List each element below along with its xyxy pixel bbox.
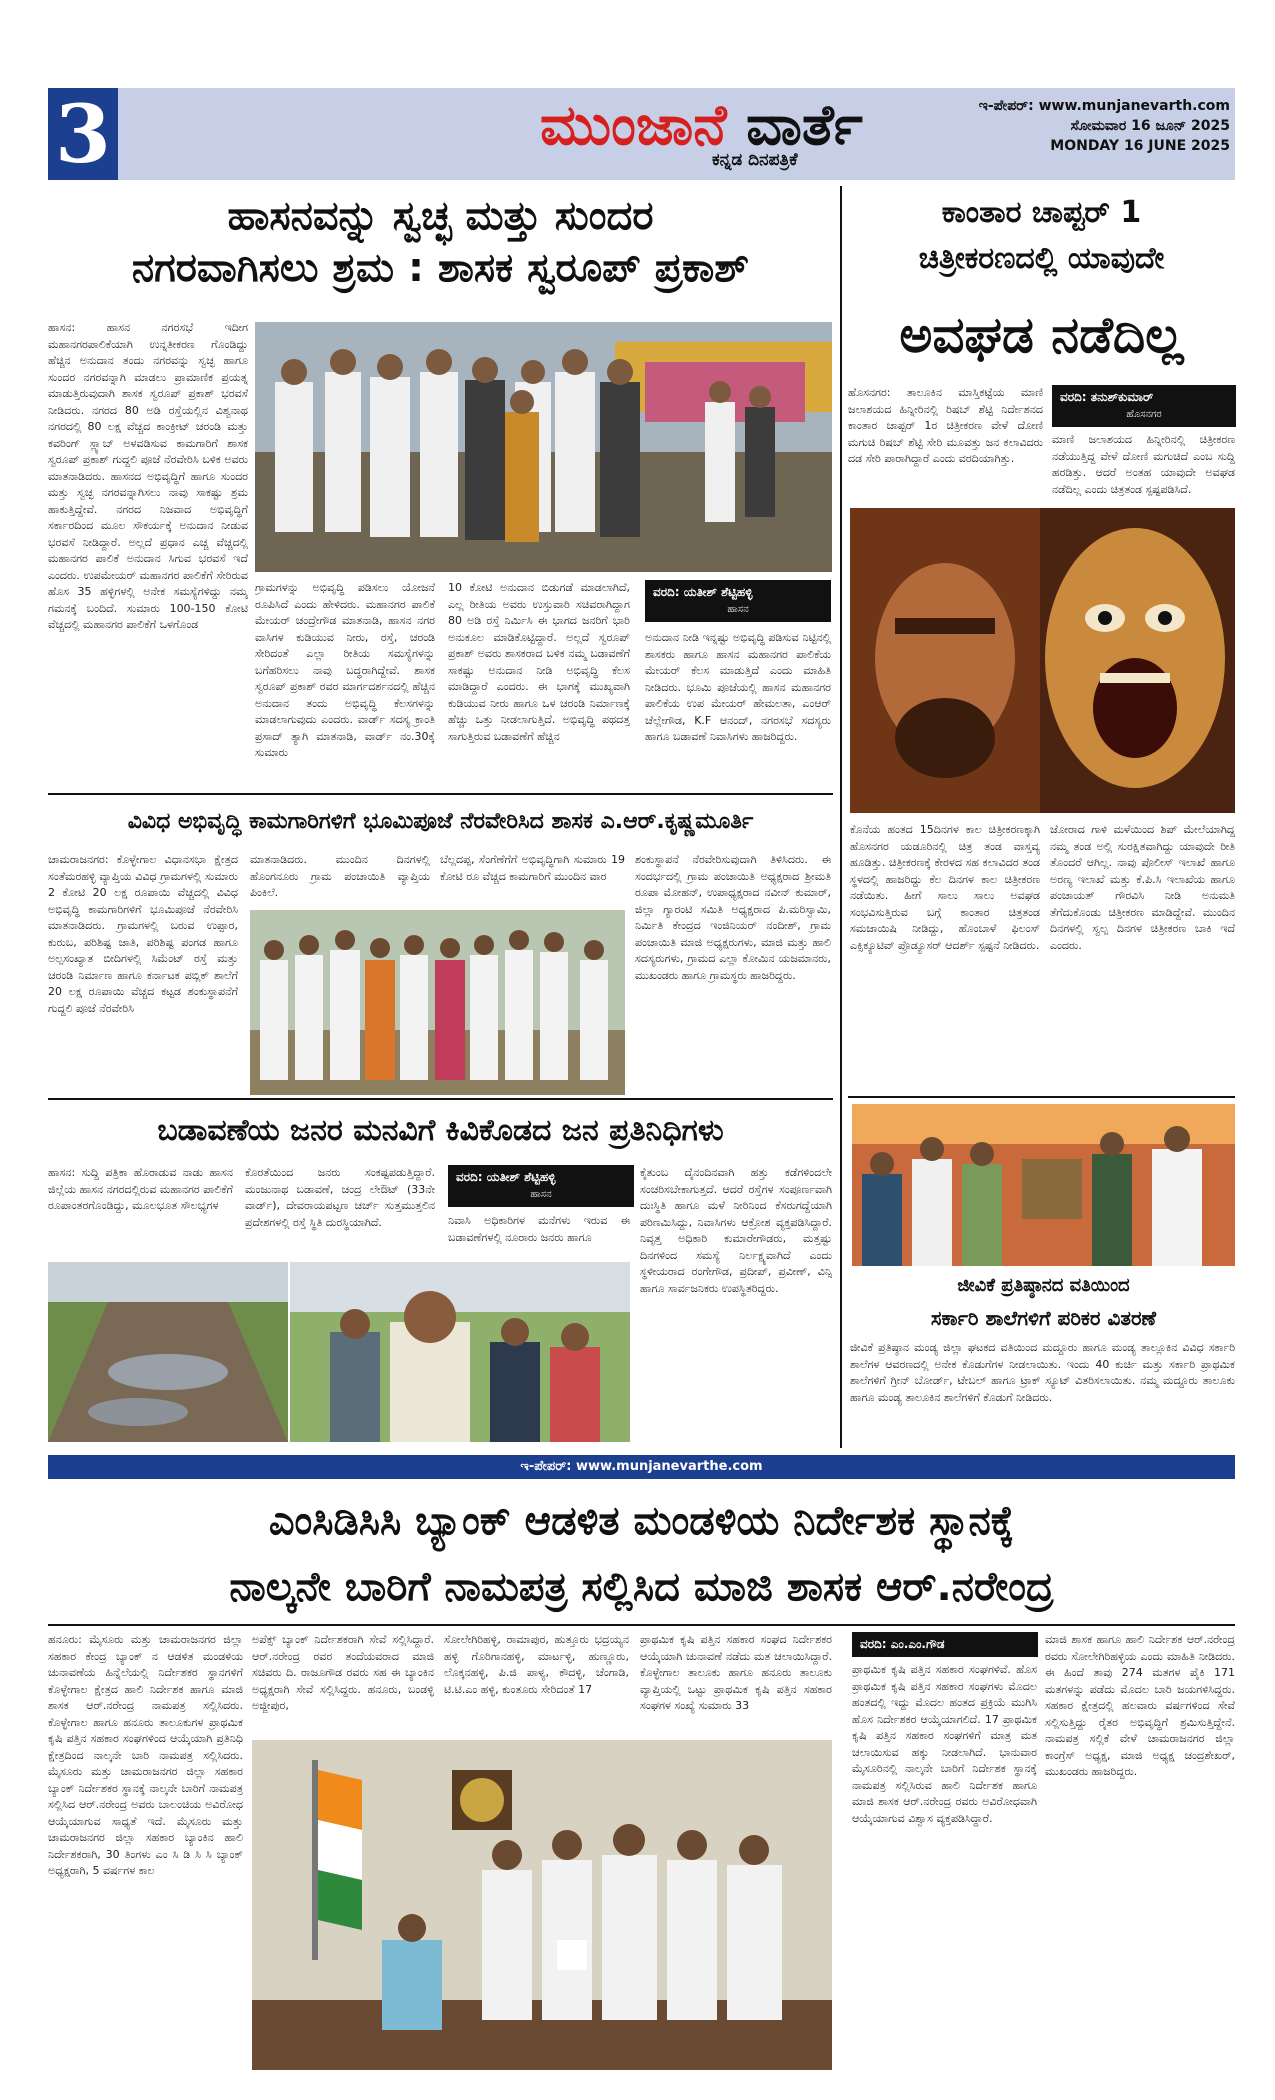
story6-byline (852, 1632, 1038, 1657)
masthead-subtitle: ಕನ್ನಡ ದಿನಪತ್ರಿಕೆ (712, 150, 798, 170)
story4-column-3: ನಿವಾಸಿ ಅಧಿಕಾರಿಗಳ ಮನೆಗಳು ಇರುವ ಈ ಬಡಾವಣೆಗಳಲ್ಲಿ ನೂರಾರು ಜನರು ಹಾಗೂ (448, 1214, 630, 1244)
story5-body: ಜೀವಿಕೆ ಪ್ರತಿಷ್ಠಾನ ಮಂಡ್ಯ ಜಿಲ್ಲಾ ಘಟಕದ ವತಿಯಿಂದ ಮದ್ದೂರು ಹಾಗೂ ಮಂಡ್ಯ ತಾಲ್ಲೂಕಿನ ವಿವಿಧ ಸರ್ಕಾರಿ ಶಾಲೆಗಳ ಆವರಣದಲ್ಲಿ ಅನೇಕ ಕೊಡುಗೆಗಳ ನೀಡಲಾಯಿತು. ಇಂದು 40 ಕುರ್ಚಿ ಮತ್ತು ಸರ್ಕಾರಿ ಪ್ರಾಥಮಿಕ ಶಾಲೆಗಳಿಗೆ ಗ್ರೀನ್ ಬೋರ್ಡ್, ಟೇಬಲ್ ಹಾಗೂ ಟ್ರಾಕ್ ಸ್ಯೂಟ್ ವಿತರಿಸಲಾಯಿತು. ನಮ್ಮ ಮದ್ದೂರು ತಾಲೂಕು ಹಾಗೂ ಮಂಡ್ಯ ತಾಲೂಕಿನ ಶಾಲೆಗಳಿಗೆ ಕೊಡುಗೆ ನೀಡಿದರು. (850, 1341, 1235, 1404)
column-separator (840, 186, 842, 1448)
story3-headline: ವಿವಿಧ ಅಭಿವೃದ್ಧಿ ಕಾಮಗಾರಿಗಳಿಗೆ ಭೂಮಿಪೂಜೆ ನೆರವೇರಿಸಿದ ಶಾಸಕ ಎ.ಆರ್.ಕೃಷ್ಣಮೂರ್ತಿ (127, 809, 754, 834)
story2-headline (848, 190, 1235, 282)
story4-byline-name: ವರದಿ: ಯತೀಶ್ ಶೆಟ್ಟಿಹಳ್ಳಿ (456, 1170, 556, 1184)
masthead-info (920, 96, 1230, 156)
story-divider (48, 793, 833, 795)
story4-headline: ಬಡಾವಣೆಯ ಜನರ ಮನವಿಗೆ ಕಿವಿಕೊಡದ ಜನ ಪ್ರತಿನಿಧಿಗಳು (157, 1113, 724, 1148)
story1-headline-line1: ಹಾಸನವನ್ನು ಸ್ವಚ್ಛ ಮತ್ತು ಸುಂದರ (227, 193, 654, 239)
story1-column-1: ಹಾಸನ: ಹಾಸನ ನಗರಸಭೆ ಇದೀಗ ಮಹಾನಗರಪಾಲಿಕೆಯಾಗಿ ಉನ್ನತೀಕರಣ ಗೊಂಡಿದ್ದು ಹೆಚ್ಚಿನ ಅನುದಾನ ತಂದು ನಗರವನ್ನು ಸ್ವಚ್ಛ ಹಾಗೂ ಸುಂದರ ನಗರವನ್ನಾಗಿ ಮಾಡಲು ಪ್ರಾಮಾಣಿಕ ಪ್ರಯತ್ನ ಮಾಡುತ್ತಿರುವುದಾಗಿ ಶಾಸಕ ಸ್ವರೂಪ್ ಪ್ರಕಾಶ್ ಭರವಸೆ ನೀಡಿದರು. ನಗರದ 80 ಅಡಿ ರಸ್ತೆಯಲ್ಲಿನ ವಿಶ್ವನಾಥ ನಗರದಲ್ಲಿ 80 ಲಕ್ಷ ವೆಚ್ಚದ ಕಾಂಕ್ರೀಟ್ ಚರಂಡಿ ಮತ್ತು ಕವರಿಂಗ್ ಸ್ಲ್ಯಾಬ್ ಅಳವಡಿಸುವ ಕಾಮಗಾರಿಗೆ ಶಾಸಕ ಸ್ವರೂಪ್ ಪ್ರಕಾಶ್ ಗುದ್ದಲಿ ಪೂಜೆ ನೆರವೇರಿಸಿ ಬಳಿಕ ಅವರು ಮಾತನಾಡಿದರು. ಹಾಸನದ ಅಭಿವೃದ್ಧಿಗೆ ಹಾಗೂ ಸುಂದರ ಮತ್ತು ಸ್ವಚ್ಛ ನಗರವನ್ನಾಗಿಸಲು ನಾವು ಸಾಕಷ್ಟು ಶ್ರಮ ಹಾಕುತ್ತಿದ್ದೇವೆ. ನಗರದ ನಿಜವಾದ ಅಭಿವೃದ್ಧಿಗೆ ಸರ್ಕಾರದಿಂದ ಮೂಲ ಸೌಕರ್ಯಕ್ಕೆ ಅನುದಾನ ನೀಡುವ ಭರವಸೆ ನೀಡಿದ್ದಾರೆ. ಅಲ್ಲದೆ ಪ್ರಧಾನ ಎಚ್ಚ ವೆಚ್ಚದಲ್ಲಿ ಮಹಾನಗರ ಪಾಲಿಕೆ ಅನುದಾನ ಸಿಗುವ ಭರವಸೆ ಇದೆ ಎಂದರು. ಉಪಮೇಯರ್ ಮಹಾನಗರ ಪಾಲಿಕೆಗೆ ಸೇರಿರುವ ಹೊಸ 35 ಹಳ್ಳಿಗಳಲ್ಲಿ ಅನೇಕ ಸಮಸ್ಯೆಗಳಿದ್ದು ನಮ್ಮ ಗಮನಕ್ಕೆ ಬಂದಿದೆ. ಸುಮಾರು 100-150 ಕೋಟಿ ವೆಚ್ಚದಲ್ಲಿ ಮಹಾನಗರ ಪಾಲಿಕೆಗೆ ಒಳಗೊಂಡ (48, 321, 248, 631)
story-divider (48, 1624, 1235, 1626)
story6-headline (48, 1488, 1235, 1620)
story3-column-4: ಶಂಕುಸ್ಥಾಪನೆ ನೆರವೇರಿಸುವುದಾಗಿ ತಿಳಿಸಿದರು. ಈ ಸಂದರ್ಭದಲ್ಲಿ ಗ್ರಾಮ ಪಂಚಾಯಿತಿ ಅಧ್ಯಕ್ಷರಾದ ಶ್ರೀಮತಿ ರೂಪಾ ಮೋಹನ್, ಉಪಾಧ್ಯಕ್ಷರಾದ ನವೀನ್ ಕುಮಾರ್, ಜಿಲ್ಲಾ ಗ್ಯಾರಂಟಿ ಸಮಿತಿ ಅಧ್ಯಕ್ಷರಾದ ಪಿ.ಮರಿಸ್ವಾಮಿ, ನಿರ್ಮಿತಿ ಕೇಂದ್ರದ ಇಂಜಿನಿಯರ್ ನಂದೀಶ್, ಗ್ರಾಮ ಪಂಚಾಯಿತಿ ಮಾಜಿ ಅಧ್ಯಕ್ಷರುಗಳು, ಮಾಜಿ ಮತ್ತು ಹಾಲಿ ಸದಸ್ಯರುಗಳು, ಗ್ರಾಮದ ಎಲ್ಲಾ ಕೋಮಿನ ಯಜಮಾನರು, ಮುಖಂಡರು ಹಾಗೂ ಗ್ರಾಮಸ್ಥರು ಹಾಜರಿದ್ದರು. (635, 853, 831, 982)
story1-column-2: ಗ್ರಾಮಗಳನ್ನು ಅಭಿವೃದ್ಧಿ ಪಡಿಸಲು ಯೋಜನೆ ರೂಪಿಸಿದೆ ಎಂದು ಹೇಳಿದರು. ಮಹಾನಗರ ಪಾಲಿಕೆ ಮೇಯರ್ ಚಂದ್ರೇಗೌಡ ಮಾತನಾಡಿ, ಹಾಸನ ನಗರ ವಾಸಿಗಳ ಕುಡಿಯುವ ನೀರು, ರಸ್ತೆ, ಚರಂಡಿ ಸೇರಿದಂತೆ ಎಲ್ಲಾ ರೀತಿಯ ಸಮಸ್ಯೆಗಳನ್ನು ಬಗೆಹರಿಸಲು ನಾವು ಬದ್ಧರಾಗಿದ್ದೇವೆ. ಶಾಸಕ ಸ್ವರೂಪ್ ಪ್ರಕಾಶ್ ರವರ ಮಾರ್ಗದರ್ಶನದಲ್ಲಿ ಹೆಚ್ಚಿನ ಅನುದಾನ ತಂದು ಅಭಿವೃದ್ಧಿ ಕೆಲಸಗಳನ್ನು ಮಾಡಲಾಗುವುದು ಎಂದರು. ವಾರ್ಡ್ ಸದಸ್ಯ ಕ್ರಾಂತಿ ಪ್ರಸಾದ್ ತ್ಯಾಗಿ ಮಾತನಾಡಿ, ವಾರ್ಡ್ ನಂ.30ಕ್ಕೆ ಸುಮಾರು (255, 581, 435, 759)
story2-headline-line3: ಅವಘಡ ನಡೆದಿಲ್ಲ (899, 306, 1184, 364)
story6-column-5: ಪ್ರಾಥಮಿಕ ಕೃಷಿ ಪತ್ತಿನ ಸಹಕಾರ ಸಂಘಗಳಿವೆ. ಹೊಸ ಪ್ರಾಥಮಿಕ ಕೃಷಿ ಪತ್ತಿನ ಸಹಕಾರ ಸಂಘಗಳು ಮೊದಲ ಹಂತದಲ್ಲಿ ಇದ್ದು ಮೊದಲ ಹಂತದ ಪ್ರಕ್ರಿಯೆ ಮುಗಿಸಿ ಹೊಸ ನಿರ್ದೇಶಕರ ಆಯ್ಕೆಯಾಗಲಿದೆ. 17 ಪ್ರಾಥಮಿಕ ಕೃಷಿ ಪತ್ತಿನ ಸಹಕಾರ ಸಂಘಗಳಿಗೆ ಮಾತ್ರ ಮತ ಚಲಾಯಿಸುವ ಹಕ್ಕು ನೀಡಲಾಗಿದೆ. ಭಾನುವಾರ ಮೈಸೂರಿನಲ್ಲಿ ನಾಲ್ಕನೇ ಬಾರಿಗೆ ನಿರ್ದೇಶಕ ಸ್ಥಾನಕ್ಕೆ ನಾಮಪತ್ರ ಸಲ್ಲಿಸಿರುವ ಹಾಲಿ ನಿರ್ದೇಶಕ ಹಾಗೂ ಮಾಜಿ ಶಾಸಕ ಆರ್.ನರೇಂದ್ರ ರವರು ಅವಿರೋಧವಾಗಿ ಆಯ್ಕೆಯಾಗುವ ವಿಶ್ವಾಸ ವ್ಯಕ್ತಪಡಿಸಿದ್ದಾರೆ. (852, 1663, 1037, 1825)
story1-photo (255, 322, 832, 572)
story2-intro-continued: ಮಾಣಿ ಜಲಾಶಯದ ಹಿನ್ನೀರಿನಲ್ಲಿ ಚಿತ್ರೀಕರಣ ನಡೆಯುತ್ತಿದ್ದ ವೇಳೆ ದೋಣಿ ಮಗುಚಿದೆ ಎಂಬ ಸುದ್ದಿ ಹರಡಿತ್ತು. ಆದರೆ ಅಂತಹ ಯಾವುದೇ ಅವಘಡ ನಡೆದಿಲ್ಲ ಎಂದು ಚಿತ್ರತಂಡ ಸ್ಪಷ್ಟಪಡಿಸಿದೆ. (1052, 433, 1235, 496)
story6-headline-line1: ಎಂಸಿಡಿಸಿಸಿ ಬ್ಯಾಂಕ್ ಆಡಳಿತ ಮಂಡಳಿಯ ನಿರ್ದೇಶಕ ಸ್ಥಾನಕ್ಕೆ (268, 1498, 1015, 1544)
story3-photo (250, 910, 625, 1095)
story4-column-4: ಕೈತುಂಬ ದೈನಂದಿನವಾಗಿ ಹತ್ತು ಕಡೆಗಳಿಂದಲೇ ಸಂಚರಿಸಬೇಕಾಗುತ್ತದೆ. ಆದರೆ ರಸ್ತೆಗಳ ಸಂಪೂರ್ಣವಾಗಿ ದುಃಸ್ಥಿತಿ ಹಾಗೂ ಮಳೆ ನೀರಿನಿಂದ ಕೆಸರುಗದ್ದೆಯಾಗಿ ಪರಿಣಮಿಸಿದ್ದು, ನಿವಾಸಿಗಳು ಆಕ್ರೋಶ ವ್ಯಕ್ತಪಡಿಸಿದ್ದಾರೆ. ನಿವೃತ್ತ ಅಧಿಕಾರಿ ಕುಮಾರೇಗೌಡರು, ಮತ್ತಷ್ಟು ದಿನಗಳಿಂದ ಸಮಸ್ಯೆ ನಿರ್ಲಕ್ಷ್ಯವಾಗಿದೆ ಎಂದು ಸ್ಥಳೀಯರಾದ ರಂಗೇಗೌಡ, ಪ್ರದೀಪ್, ಪ್ರವೀಣ್, ವಿನ್ಸಿ ಹಾಗೂ ಸಾರ್ವಜನಿಕರು ಉಪಸ್ಥಿತರಿದ್ದರು. (640, 1166, 832, 1295)
masthead-date-english: MONDAY 16 JUNE 2025 (1050, 138, 1230, 154)
story2-movie-still (850, 508, 1235, 813)
story-divider (848, 1096, 1235, 1098)
story4-road-photo (48, 1262, 288, 1442)
story6-photo (252, 1740, 832, 2070)
story4-byline (448, 1165, 634, 1207)
story3-column-1: ಚಾಮರಾಜನಗರ: ಕೊಳ್ಳೇಗಾಲ ವಿಧಾನಸಭಾ ಕ್ಷೇತ್ರದ ಸಂತೆಮರಹಳ್ಳಿ ವ್ಯಾಪ್ತಿಯ ವಿವಿಧ ಗ್ರಾಮಗಳಲ್ಲಿ ಸುಮಾರು 2 ಕೋಟಿ 20 ಲಕ್ಷ ರೂಪಾಯಿ ವೆಚ್ಚದಲ್ಲಿ ವಿವಿಧ ಅಭಿವೃದ್ಧಿ ಕಾಮಗಾರಿಗಳಿಗೆ ಭೂಮಿಪೂಜೆ ನೆರವೇರಿಸಿ ಮಾತನಾಡಿದರು. ಗ್ರಾಮಗಳಲ್ಲಿ ಬರುವ ಉಪ್ಪಾರ, ಕುರುಬ, ಪರಿಶಿಷ್ಟ ಜಾತಿ, ಪರಿಶಿಷ್ಟ ಪಂಗಡ ಹಾಗೂ ಅಲ್ಪಸಂಖ್ಯಾತ ಬೀದಿಗಳಲ್ಲಿ ಸಿಮೆಂಟ್ ರಸ್ತೆ ಮತ್ತು ಚರಂಡಿ ನಿರ್ಮಾಣ ಹಾಗೂ ಕರ್ನಾಟಕ ಪಬ್ಲಿಕ್ ಶಾಲೆಗೆ 20 ಲಕ್ಷ ರೂಪಾಯಿ ವೆಚ್ಚದ ಕಟ್ಟಡ ಶಂಕುಸ್ಥಾಪನೆಗೆ ಗುದ್ದಲಿ ಪೂಜೆ ನೆರವೇರಿಸಿ (48, 853, 238, 1015)
story2-byline-name: ವರದಿ: ತನುಶ್‌ಕುಮಾರ್ (1060, 390, 1154, 404)
story6-column-6: ಮಾಜಿ ಶಾಸಕ ಹಾಗೂ ಹಾಲಿ ನಿರ್ದೇಶಕ ಆರ್.ನರೇಂದ್ರ ರವರು ಸೋಲೇಗಿರಿಹಳ್ಳಿಯ ಎಂದು ಮಾಹಿತಿ ನೀಡಿದರು. ಈ ಹಿಂದೆ ತಾವು 274 ಮತಗಳ ಪೈಕಿ 171 ಮತಗಳನ್ನು ಪಡೆದು ಮೊದಲ ಬಾರಿ ಜಯಗಳಿಸಿದ್ದರು. ಸಹಕಾರ ಕ್ಷೇತ್ರದಲ್ಲಿ ಹಲವಾರು ವರ್ಷಗಳಿಂದ ಸೇವೆ ಸಲ್ಲಿಸುತ್ತಿದ್ದು ರೈತರ ಅಭಿವೃದ್ಧಿಗೆ ಶ್ರಮಿಸುತ್ತಿದ್ದೇನೆ. ನಾಮಪತ್ರ ಸಲ್ಲಿಕೆ ವೇಳೆ ಚಾಮರಾಜನಗರ ಜಿಲ್ಲಾ ಕಾಂಗ್ರೆಸ್ ಅಧ್ಯಕ್ಷ, ಮಾಜಿ ಅಧ್ಯಕ್ಷ ಚಂದ್ರಶೇಖರ್, ಮುಖಂಡರು ಹಾಜರಿದ್ದರು. (1045, 1633, 1235, 1778)
story5-headline-line2: ಸರ್ಕಾರಿ ಶಾಲೆಗಳಿಗೆ ಪರಿಕರ ವಿತರಣೆ (930, 1306, 1157, 1330)
story5-photo (852, 1104, 1235, 1266)
story3-column-3: ಬೆಲ್ಲದಪ್ಪ, ಸೆಂಗೆಣೆಗೆಗೆ ಅಭಿವೃದ್ಧಿಗಾಗಿ ಸುಮಾರು 19 ಕೋಟಿ ರೂ ವೆಚ್ಚದ ಕಾಮಗಾರಿಗೆ ಮುಂದಿನ ವಾರ (440, 853, 625, 883)
story5-headline (850, 1270, 1237, 1334)
story6-headline-line2: ನಾಲ್ಕನೇ ಬಾರಿಗೆ ನಾಮಪತ್ರ ಸಲ್ಲಿಸಿದ ಮಾಜಿ ಶಾಸಕ ಆರ್.ನರೇಂದ್ರ (229, 1564, 1054, 1610)
masthead-epaper-link[interactable]: ಇ-ಪೇಪರ್: www.munjanevarth.com (978, 98, 1230, 114)
masthead-title (540, 88, 863, 162)
story1-headline-line2: ನಗರವಾಗಿಸಲು ಶ್ರಮ : ಶಾಸಕ ಸ್ವರೂಪ್ ಪ್ರಕಾಶ್ (131, 245, 750, 291)
story1-byline-name: ವರದಿ: ಯತೀಶ್ ಶೆಟ್ಟಿಹಳ್ಳಿ (653, 585, 753, 599)
story6-column-1: ಹನೂರು: ಮೈಸೂರು ಮತ್ತು ಚಾಮರಾಜನಗರ ಜಿಲ್ಲಾ ಸಹಕಾರ ಕೇಂದ್ರ ಬ್ಯಾಂಕ್ ನ ಆಡಳಿತ ಮಂಡಳಿಯ ಚುನಾವಣೆಯ ಹಿನ್ನೆಲೆಯಲ್ಲಿ ನಿರ್ದೇಶಕರ ಸ್ಥಾನಗಳಿಗೆ ಕೊಳ್ಳೇಗಾಲ ಕ್ಷೇತ್ರದ ಹಾಲಿ ನಿರ್ದೇಶಕ ಹಾಗೂ ಮಾಜಿ ಶಾಸಕ ಆರ್.ನರೇಂದ್ರ ನಾಮಪತ್ರ ಸಲ್ಲಿಸಿದರು. ಕೊಳ್ಳೇಗಾಲ ಹಾಗೂ ಹನೂರು ತಾಲೂಕುಗಳ ಪ್ರಾಥಮಿಕ ಕೃಷಿ ಪತ್ತಿನ ಸಹಕಾರ ಸಂಘಗಳಿಂದ ಆಯ್ಕೆಯಾಗಿ ಪ್ರತಿನಿಧಿ ಕ್ಷೇತ್ರದಿಂದ ನಾಲ್ಕನೇ ಬಾರಿ ನಾಮಪತ್ರ ಸಲ್ಲಿಸಿದರು. ಮೈಸೂರು ಮತ್ತು ಚಾಮರಾಜನಗರ ಜಿಲ್ಲಾ ಸಹಕಾರ ಬ್ಯಾಂಕ್ ನಿರ್ದೇಶಕರ ಸ್ಥಾನಕ್ಕೆ ನಾಲ್ಕನೇ ಬಾರಿಗೆ ನಾಮಪತ್ರ ಸಲ್ಲಿಸಿದ ಆರ್.ನರೇಂದ್ರ ಅವರು ಬಾಲಂಚಿಯ ಅವಿರೋಧ ಆಯ್ಕೆಯಾಗುವ ಸಾಧ್ಯತೆ ಇದೆ. ಮೈಸೂರು ಮತ್ತು ಚಾಮರಾಜನಗರ ಜಿಲ್ಲಾ ಸಹಕಾರ ಬ್ಯಾಂಕಿನ ಹಾಲಿ ನಿರ್ದೇಶಕರಾಗಿ, 30 ತಿಂಗಳು ಎಂ ಸಿ ಡಿ ಸಿ ಸಿ ಬ್ಯಾಂಕ್ ಅಧ್ಯಕ್ಷರಾಗಿ, 5 ವರ್ಷಗಳ ಕಾಲ (48, 1633, 243, 1877)
story4-residents-photo (290, 1262, 630, 1442)
story2-byline (1052, 385, 1236, 427)
story3-column-2: ಮಾತನಾಡಿದರು. ಮುಂದಿನ ದಿನಗಳಲ್ಲಿ ಹೊಂಗನೂರು ಗ್ರಾಮ ಪಂಚಾಯಿತಿ ವ್ಯಾಪ್ತಿಯ ಪಿಂಕಿಲೆ. (250, 853, 430, 899)
story1-byline (645, 580, 831, 622)
story5-headline-line1: ಜೀವಿಕೆ ಪ್ರತಿಷ್ಠಾನದ ವತಿಯಿಂದ (957, 1275, 1130, 1296)
story1-headline (48, 190, 833, 294)
epaper-divider[interactable]: ಇ-ಪೇಪರ್: www.munjanevarthe.com (48, 1455, 1235, 1479)
story4-byline-place: ಹಾಸನ (530, 1189, 552, 1200)
story2-column-b: ಜೋರಾದ ಗಾಳಿ ಮಳೆಯಿಂದ ಶಿಪ್ ಮೇಲೆಯಾಗಿದ್ದ ನಮ್ಮ ತಂಡ ಅಲ್ಲಿ ಸುರಕ್ಷಿತವಾಗಿದ್ದು ಯಾವುದೇ ರೀತಿ ತೊಂದರೆ ಆಗಿಲ್ಲ. ನಾವು ಪೊಲೀಸ್ ಇಲಾಖೆ ಹಾಗೂ ಅರಣ್ಯ ಇಲಾಖೆ ಮತ್ತು ಕೆ.ಪಿ.ಸಿ ಇಲಾಖೆಯ ಹಾಗೂ ಪಂಚಾಯತ್ ಗೌರವಿಸಿ ನೀಡಿ ಅನುಮತಿ ತೆಗೆದುಕೊಂಡು ಚಿತ್ರೀಕರಣ ಮಾಡಿದ್ದೇವೆ. ಮುಂದಿನ ದಿನಗಳಲ್ಲಿ ಸ್ವಲ್ಪ ದಿನಗಳ ಚಿತ್ರೀಕರಣ ಬಾಕಿ ಇದೆ ಎಂದರು. (1050, 823, 1235, 952)
story1-column-3: 10 ಕೋಟಿ ಅನುದಾನ ಬಿಡುಗಡೆ ಮಾಡಲಾಗಿದೆ, ಎಲ್ಲ ರೀತಿಯ ಅವರು ಉಸ್ತುವಾರಿ ಸಚಿವರಾಗಿದ್ದಾಗ 80 ಅಡಿ ರಸ್ತೆ ನಿರ್ಮಿಸಿ ಈ ಭಾಗದ ಜನರಿಗೆ ಭಾರಿ ಅನುಕೂಲ ಮಾಡಿಕೊಟ್ಟಿದ್ದಾರೆ. ಅಲ್ಲದೆ ಸ್ವರೂಪ್ ಪ್ರಕಾಶ್ ಅವರು ಶಾಸಕರಾದ ಬಳಿಕ ನಮ್ಮ ಬಡಾವಣೆಗೆ ಸಾಕಷ್ಟು ಅನುದಾನ ನೀಡಿ ಅಭಿವೃದ್ಧಿ ಕೆಲಸ ಮಾಡಿದ್ದಾರೆ ಎಂದರು. ಈ ಭಾಗಕ್ಕೆ ಮುಖ್ಯವಾಗಿ ಕುಡಿಯುವ ನೀರು ಹಾಗೂ ಒಳ ಚರಂಡಿ ನಿರ್ಮಾಣಕ್ಕೆ ಹೆಚ್ಚು ಒತ್ತು ನೀಡಲಾಗುತ್ತಿದೆ. ಅಭಿವೃದ್ಧಿ ಪಥದತ್ತ ಸಾಗುತ್ತಿರುವ ಬಡಾವಣೆಗೆ ಹೆಚ್ಚಿನ (448, 581, 630, 743)
story6-byline-name: ವರದಿ: ಎಂ.ಎಂ.ಗೌಡ (860, 1637, 945, 1651)
story1-byline-place: ಹಾಸನ (727, 604, 749, 615)
masthead-title-part1: ಮುಂಜಾನೆ (540, 92, 727, 158)
story2-headline-line2: ಚಿತ್ರೀಕರಣದಲ್ಲಿ ಯಾವುದೇ (918, 241, 1165, 276)
story4-column-1: ಹಾಸನ: ಸುದ್ದಿ ಪತ್ರಿಕಾ ಹೊರಾಡುವ ನಾಡು ಹಾಸನ ಜಿಲ್ಲೆಯ ಹಾಸನ ನಗರದಲ್ಲಿರುವ ಮಹಾನಗರ ಪಾಲಿಕೆಗೆ ರೂಪಾಂತರಗೊಂಡಿದ್ದು, ಮೂಲಭೂತ ಸೌಲಭ್ಯಗಳ (48, 1166, 233, 1212)
masthead-title-part2: ವಾರ್ತೆ (746, 92, 863, 158)
story6-column-2: ಅಪೆಕ್ಸ್ ಬ್ಯಾಂಕ್ ನಿರ್ದೇಶಕರಾಗಿ ಸೇವೆ ಸಲ್ಲಿಸಿದ್ದಾರೆ. ಆರ್.ನರೇಂದ್ರ ರವರ ತಂದೆಯವರಾದ ಮಾಜಿ ಸಚಿವರು ದಿ. ರಾಜೂಗೌಡ ರವರು ಸಹ ಈ ಬ್ಯಾಂಕಿನ ಅಧ್ಯಕ್ಷರಾಗಿ ಸೇವೆ ಸಲ್ಲಿಸಿದ್ದರು. ಹನೂರು, ಬಂಡಳ್ಳಿ ಅಜ್ಜೀಪುರ, (252, 1633, 434, 1712)
story4-column-2: ಕೊರತೆಯಿಂದ ಜನರು ಸಂಕಷ್ಟಪಡುತ್ತಿದ್ದಾರೆ. ಮಂಜುನಾಥ ಬಡಾವಣೆ, ಚಂದ್ರ ಲೇಔಟ್ (33ನೇ ವಾರ್ಡ್), ದೇವರಾಯಪಟ್ಟಣ ಚರ್ಚ್ ಸುತ್ತಮುತ್ತಲಿನ ಪ್ರದೇಶಗಳಲ್ಲಿ ರಸ್ತೆ ಸ್ಥಿತಿ ದುರಸ್ಥಿಯಾಗಿದೆ. (245, 1166, 435, 1229)
story6-column-3: ಸೋಲೇಗಿರಿಹಳ್ಳಿ, ರಾಮಾಪುರ, ಹುತ್ತೂರು ಭದ್ರಯ್ಯನ ಹಳ್ಳಿ ಗೊರಿಗಾನಹಳ್ಳಿ, ಮಾರ್ಟಳ್ಳಿ, ಹುಣ್ಣೂರು, ಲೊಕ್ಕನಹಳ್ಳಿ, ಪಿ.ಜಿ ಪಾಳ್ಯ, ಕೌದಳ್ಳಿ, ಚೆಂಗಾಡಿ, ಟಿ.ಟಿ.ಎಂ ಹಳ್ಳಿ, ಕುಂತೂರು ಸೇರಿದಂತೆ 17 (444, 1633, 629, 1696)
story2-intro: ಹೊಸನಗರ: ತಾಲೂಕಿನ ಮಾಸ್ತಿಕಟ್ಟೆಯ ಮಾಣಿ ಜಲಾಶಯದ ಹಿನ್ನೀರಿನಲ್ಲಿ ರಿಷಬ್ ಶೆಟ್ಟಿ ನಿರ್ದೇಶನದ ಕಾಂತಾರ ಚಾಪ್ಟರ್ 1ರ ಚಿತ್ರೀಕರಣ ವೇಳೆ ದೋಣಿ ಮಗುಚಿ ರಿಷಬ್ ಶೆಟ್ಟಿ ಸೇರಿ ಮೂವತ್ತು ಜನ ಕಲಾವಿದರು ದಡ ಸೇರಿ ಪಾರಾಗಿದ್ದಾರೆ ಎಂದು ವರದಿಯಾಗಿತ್ತು. (848, 386, 1043, 465)
story-divider (48, 1098, 833, 1100)
story6-column-4: ಪ್ರಾಥಮಿಕ ಕೃಷಿ ಪತ್ತಿನ ಸಹಕಾರ ಸಂಘದ ನಿರ್ದೇಶಕರ ಆಯ್ಕೆಯಾಗಿ ಚುನಾವಣೆ ನಡೆದು ಮತ ಚಲಾಯಿಸಿದ್ದಾರೆ. ಕೊಳ್ಳೇಗಾಲ ತಾಲೂಕು ಹಾಗೂ ಹನೂರು ತಾಲೂಕು ವ್ಯಾಪ್ತಿಯಲ್ಲಿ ಒಟ್ಟು ಪ್ರಾಥಮಿಕ ಕೃಷಿ ಪತ್ತಿನ ಸಹಕಾರ ಸಂಘಗಳ ಸಂಖ್ಯೆ ಸುಮಾರು 33 (640, 1633, 832, 1712)
masthead-date-kannada: ಸೋಮವಾರ 16 ಜೂನ್ 2025 (1070, 118, 1230, 134)
story1-column-4: ಅನುದಾನ ನೀಡಿ ಇನ್ನಷ್ಟು ಅಭಿವೃದ್ಧಿ ಪಡಿಸುವ ನಿಟ್ಟಿನಲ್ಲಿ ಶಾಸಕರು ಹಾಗೂ ಹಾಸನ ಮಹಾನಗರ ಪಾಲಿಕೆಯ ಮೇಯರ್ ಕೆಲಸ ಮಾಡುತ್ತಿದೆ ಎಂದು ಮಾಹಿತಿ ನೀಡಿದರು. ಭೂಮಿ ಪೂಜೆಯಲ್ಲಿ ಹಾಸನ ಮಹಾನಗರ ಪಾಲಿಕೆಯ ಉಪ ಮೇಯರ್ ಹೇಮಲತಾ, ಎಂಆರ್ ಚೆಲ್ಲೇಗೌಡ, K.F ಆನಂದ್, ನಗರಸಭೆ ಸದಸ್ಯರು ಹಾಗೂ ಬಡಾವಣೆ ನಿವಾಸಿಗಳು ಹಾಜರಿದ್ದರು. (645, 631, 831, 743)
story2-headline-line1: ಕಾಂತಾರ ಚಾಪ್ಟರ್ 1 (941, 195, 1142, 230)
story2-byline-place: ಹೊಸನಗರ (1126, 409, 1162, 420)
story2-column-a: ಕೊನೆಯ ಹಂತದ 15ದಿನಗಳ ಕಾಲ ಚಿತ್ರೀಕರಣಕ್ಕಾಗಿ ಹೊಸನಗರ ಯಡೂರಿನಲ್ಲಿ ಚಿತ್ರ ತಂಡ ವಾಸ್ತವ್ಯ ಹೂಡಿತ್ತು. ಚಿತ್ರೀಕರಣಕ್ಕೆ ಕೇರಳದ ಸಹ ಕಲಾವಿದರ ತಂಡ ಸ್ಥಳದಲ್ಲಿ ಹಾಜರಿದ್ದು ಕೆಲ ದಿನಗಳ ಕಾಲ ಚಿತ್ರೀಕರಣ ನಡೆಯಿತು. ಹೀಗೆ ಸಾಲು ಸಾಲು ಅವಘಡ ಸಂಭವಿಸುತ್ತಿರುವ ಬಗ್ಗೆ ಕಾಂತಾರ ಚಿತ್ರತಂಡ ಸಮಜಾಯಿಷಿ ನೀಡಿದ್ದು, ಹೊಂಬಾಳೆ ಫಿಲಂಸ್ ಎಕ್ಸಿಕ್ಯೂಟಿವ್ ಪ್ರೊಡ್ಯೂಸರ್ ಆದರ್ಶ್ ಸ್ಪಷ್ಟನೆ ನೀಡಿದರು. (850, 823, 1040, 952)
page-number: 3 (48, 88, 118, 180)
